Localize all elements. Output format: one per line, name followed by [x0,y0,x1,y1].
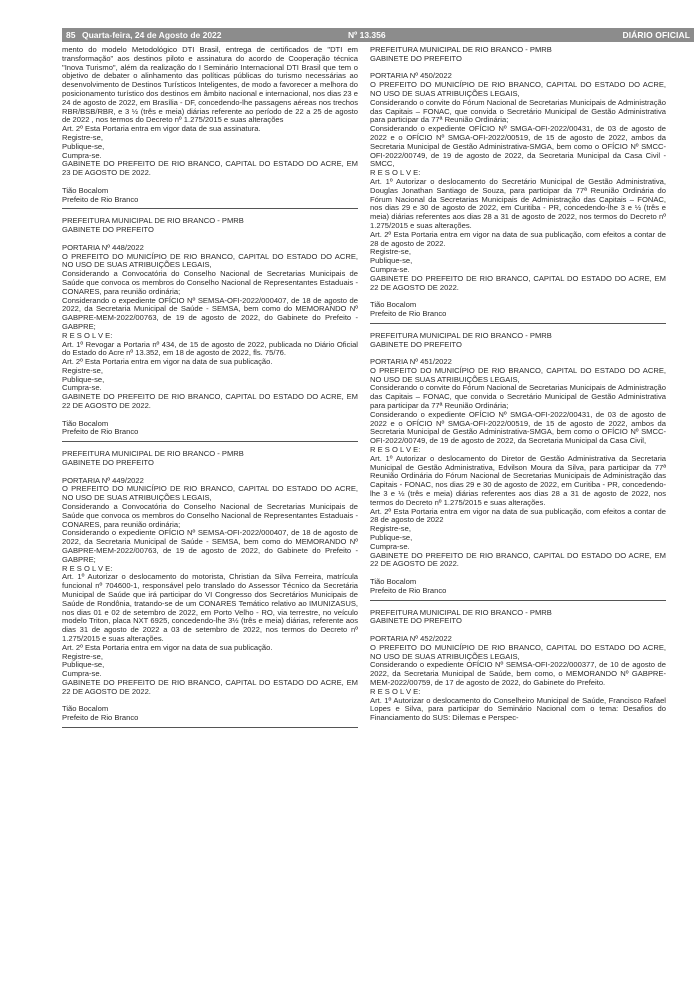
text-paragraph: Prefeito de Rio Branco [62,427,139,437]
text-paragraph: Considerando o expediente OFÍCIO Nº SEMSA-OFI-2022/000377, de 10 de agosto de 2022, da Secretaria Municipal de Saúde, bem como, o MEMORANDO Nº GABPRE-MEM-2022/00759, de 17 de agosto de 2022, do Gabinete do Prefeito. [370,660,666,687]
text-paragraph: Publique-se, [62,141,105,151]
text-paragraph: O PREFEITO DO MUNICÍPIO DE RIO BRANCO, CAPITAL DO ESTADO DO ACRE, NO USO DE SUAS ATRIBUIÇÕES LEGAIS, [62,484,358,503]
text-paragraph: Considerando o expediente OFÍCIO Nº SEMSA-OFI-2022/000407, de 18 de agosto de 2022, da Secretaria Municipal de Saúde - SEMSA, bem como do MEMORANDO Nº GABPRE-MEM-2022/00763, de 19 de agosto de 2022, do Gabinete do Prefeito - GABPRE; [62,295,358,331]
text-paragraph: Considerando a Convocatória do Conselho Nacional de Secretarias Municipais de Saúde que convoca os membros do Conselho Nacional de Representantes Estaduais - CONARES, para reunião ordinária; [62,502,358,529]
text-paragraph: O PREFEITO DO MUNICÍPIO DE RIO BRANCO, CAPITAL DO ESTADO DO ACRE, NO USO DE SUAS ATRIBUIÇÕES LEGAIS, [370,365,666,384]
publication-name: DIÁRIO OFICIAL [622,30,690,40]
text-paragraph: Art. 2º Esta Portaria entra em vigor data de sua assinatura. [62,124,261,134]
page-number: 85 [66,30,76,40]
text-paragraph: Considerando a Convocatória do Conselho Nacional de Secretarias Municipais de Saúde que convoca os membros do Conselho Nacional de Representantes Estaduais - CONARES, para reunião ordinária; [62,269,358,296]
text-paragraph: Tião Bocalom [62,704,109,714]
text-paragraph: PREFEITURA MUNICIPAL DE RIO BRANCO - PMRB [370,330,552,340]
text-paragraph: O PREFEITO DO MUNICÍPIO DE RIO BRANCO, CAPITAL DO ESTADO DO ACRE, NO USO DE SUAS ATRIBUIÇÕES LEGAIS, [62,251,358,270]
text-paragraph: PORTARIA Nº 450/2022 [370,71,452,81]
text-paragraph: Art. 1º Revogar a Portaria nº 434, de 15 de agosto de 2022, publicada no Diário Oficial do Estado do Acre nº 13.352, em 18 de agosto de 2022, fls. 75/76. [62,339,358,358]
section-divider [62,208,358,209]
text-paragraph: Considerando o convite do Fórum Nacional de Secretarias Municipais de Administração das Capitais – FONAC, que convida o Secretário Municipal de Gestão Administrativa para participar da 77ª Reunião Ordinária; [370,383,666,411]
text-paragraph: Publique-se, [370,533,413,543]
text-paragraph: Prefeito de Rio Branco [370,308,447,318]
text-paragraph: PORTARIA Nº 448/2022 [62,242,144,252]
text-paragraph: Tião Bocalom [370,577,417,587]
text-paragraph: Prefeito de Rio Branco [62,713,139,723]
text-paragraph: Considerando o expediente OFÍCIO Nº SMGA-OFI-2022/00431, de 03 de agosto de 2022 e o OFÍCIO Nº SMGA-OFI-2022/00519, de 15 de agosto de 2022, ambos da Secretaria Municipal de Gestão Administrativa-SMGA, bem como o OFÍCIO Nº SMCC-OFI-2022/00749, de 19 de agosto de 2022, da Secretaria Municipal da Casa Civil, [370,409,666,446]
text-paragraph: Art. 1º Autorizar o deslocamento do Conselheiro Municipal de Saúde, Francisco Rafael Lopes e Silva, para participar do Seminário Nacional com o tema: Desafios do Financiamento do SUS: Dilemas e Perspec- [370,695,666,723]
left-column [62,46,358,966]
text-paragraph: Art. 1º Autorizar o deslocamento do motorista, Christian da Silva Ferreira, matrícula funcional nº 704600-1, responsável pelo translado do Assessor Técnico da Secretária Municipal de Saúde que irá participar do VI Congresso dos Secretários Municipais de Saúde de Rondônia, tratando-se de um CONARES Temático relativo ao IMUNIZASUS, nos dias 01 e 02 de setembro de 2022, em Porto Velho - RO, via terrestre, no veículo modelo Triton, placa NXT 6925, concedendo-lhe 3½ (três e meia) diárias, referente aos dias 31 de agosto de 2022 a 03 de setembro de 2022, nos termos do Decreto nº 1.275/2015 e suas alterações. [62,572,358,643]
text-paragraph: R E S O L V E: [62,330,113,340]
section-divider [62,441,358,442]
text-paragraph: Cumpra-se. [370,264,410,274]
text-paragraph: GABINETE DO PREFEITO [370,53,462,63]
text-paragraph: R E S O L V E: [370,445,421,455]
text-paragraph: Art. 2º Esta Portaria entra em vigor na data de sua publicação, com efeitos a contar de 28 de agosto de 2022 [370,506,666,525]
section-divider [62,727,358,728]
text-paragraph: Publique-se, [62,660,105,670]
section-divider [370,600,666,601]
text-paragraph: GABINETE DO PREFEITO DE RIO BRANCO, CAPITAL DO ESTADO DO ACRE, EM 22 DE AGOSTO DE 2022. [370,273,666,292]
text-paragraph: Registre-se, [370,524,411,534]
text-paragraph: Publique-se, [62,374,105,384]
text-paragraph: Cumpra-se. [62,669,102,679]
text-paragraph: GABINETE DO PREFEITO DE RIO BRANCO, CAPITAL DO ESTADO DO ACRE, EM 22 DE AGOSTO DE 2022. [370,550,666,569]
text-paragraph: Art. 1º Autorizar o deslocamento do Secretário Municipal de Gestão Administrativa, Douglas Jonathan Santiago de Souza, para participar da 77ª Reunião Ordinária do Fórum Nacional da Secretarias Municipais de Administração das Capitais – FONAC, nos dias 29 e 30 de agosto de 2022, em Curitiba - PR, concedendo-lhe 3 e ½ (três e meia) diárias referentes aos dias 28 a 31 de agosto de 2022, nos termos do Decreto nº 1.275/2015 e suas alterações. [370,176,666,230]
text-paragraph: PORTARIA Nº 452/2022 [370,634,452,643]
right-column [370,46,666,966]
text-paragraph: R E S O L V E: [370,168,421,178]
text-paragraph: Registre-se, [62,365,103,375]
text-paragraph: Cumpra-se. [62,150,102,160]
text-paragraph: Registre-se, [370,247,411,257]
text-paragraph: GABINETE DO PREFEITO [62,458,154,468]
issue-number: Nº 13.356 [348,30,386,40]
text-paragraph: Tião Bocalom [62,418,109,428]
text-paragraph: O PREFEITO DO MUNICÍPIO DE RIO BRANCO, CAPITAL DO ESTADO DO ACRE, NO USO DE SUAS ATRIBUIÇÕES LEGAIS, [370,80,666,98]
section-divider [370,323,666,324]
text-paragraph: GABINETE DO PREFEITO [370,339,462,349]
text-paragraph: Art. 2º Esta Portaria entra em vigor na data de sua publicação. [62,642,273,652]
text-paragraph: Cumpra-se. [62,383,102,393]
text-paragraph: O PREFEITO DO MUNICÍPIO DE RIO BRANCO, CAPITAL DO ESTADO DO ACRE, NO USO DE SUAS ATRIBUIÇÕES LEGAIS, [370,642,666,661]
text-paragraph: GABINETE DO PREFEITO [62,225,154,235]
text-paragraph: PORTARIA Nº 449/2022 [62,475,144,485]
text-paragraph: PREFEITURA MUNICIPAL DE RIO BRANCO - PMRB [62,216,244,226]
text-paragraph: Tião Bocalom [370,300,417,310]
text-paragraph: GABINETE DO PREFEITO [370,616,462,626]
text-paragraph: Considerando o convite do Fórum Nacional de Secretarias Municipais de Administração das Capitais – FONAC, que convida o Secretário Municipal de Gestão Administrativa para participar da 77ª Reunião Ordinária; [370,97,666,125]
text-paragraph: PREFEITURA MUNICIPAL DE RIO BRANCO - PMRB [370,46,552,54]
text-paragraph: GABINETE DO PREFEITO DE RIO BRANCO, CAPITAL DO ESTADO DO ACRE, EM 23 DE AGOSTO DE 2022. [62,159,358,178]
page-header [62,28,694,42]
text-paragraph: Considerando o expediente OFÍCIO Nº SEMSA-OFI-2022/000407, de 18 de agosto de 2022, da Secretaria Municipal de Saúde - SEMSA, bem como do MEMORANDO Nº GABPRE-MEM-2022/00763, de 19 de agosto de 2022, do Gabinete do Prefeito - GABPRE; [62,528,358,564]
text-paragraph: PORTARIA Nº 451/2022 [370,357,452,367]
text-paragraph: Art. 2º Esta Portaria entra em vigor na data de sua publicação, com efeitos a contar de 28 de agosto de 2022. [370,229,666,248]
text-paragraph: Art. 1º Autorizar o deslocamento do Diretor de Gestão Administrativa da Secretaria Municipal de Gestão Administrativa, Edvilson Moura da Silva, para participar da 77ª Reunião Ordinária do Fórum Nacional de Secretarias Municipais de Administração das Capitais - FONAC, nos dias 29 e 30 de agosto de 2022, em Curitiba - PR, concedendo-lhe 3 e ½ (três e meia) diárias referentes aos dias 28 a 31 de agosto de 2022, nos termos do Decreto nº 1.275/2015 e suas alterações. [370,453,666,507]
issue-date: Quarta-feira, 24 de Agosto de 2022 [82,30,222,40]
text-paragraph: GABINETE DO PREFEITO DE RIO BRANCO, CAPITAL DO ESTADO DO ACRE, EM 22 DE AGOSTO DE 2022. [62,677,358,696]
text-paragraph: Considerando o expediente OFÍCIO Nº SMGA-OFI-2022/00431, de 03 de agosto de 2022 e o OFÍCIO Nº SMGA-OFI-2022/00519, de 15 de agosto de 2022, ambos da Secretaria Municipal de Gestão Administrativa-SMGA, bem como o OFÍCIO Nº SMCC-OFI-2022/00749, de 19 de agosto de 2022, da Secretaria Municipal da Casa Civil - SMCC, [370,124,666,169]
text-paragraph: Cumpra-se. [370,541,410,551]
text-paragraph: Publique-se, [370,256,413,266]
text-paragraph: Prefeito de Rio Branco [62,194,139,204]
text-paragraph: R E S O L V E: [62,563,113,573]
text-paragraph: Tião Bocalom [62,185,109,195]
text-paragraph: Registre-se, [62,132,103,142]
text-paragraph: PREFEITURA MUNICIPAL DE RIO BRANCO - PMRB [370,607,552,617]
text-paragraph: R E S O L V E: [370,686,421,696]
text-paragraph: GABINETE DO PREFEITO DE RIO BRANCO, CAPITAL DO ESTADO DO ACRE, EM 22 DE AGOSTO DE 2022. [62,392,358,411]
text-paragraph: Prefeito de Rio Branco [370,585,447,595]
text-paragraph: PREFEITURA MUNICIPAL DE RIO BRANCO - PMRB [62,449,244,459]
text-paragraph: Art. 2º Esta Portaria entra em vigor na data de sua publicação. [62,357,273,367]
text-paragraph: Registre-se, [62,651,103,661]
text-paragraph: mento do modelo Metodológico DTI Brasil, entrega de certificados de "DTI em transformação" aos destinos piloto e assinatura do acordo de Cooperação técnica "Inova Turismo", além da realização do I Seminário Internacional DTI Brasil que tem o objetivo de debater o alinhamento das políticas públicas do turismo necessárias ao desenvolvimento de Destinos Turísticos Inteligentes, de modo a favorecer a melhora do posicionamento turístico dos destinos em âmbito nacional e internacional, nos dias 23 e 24 de agosto de 2022, em Brasília - DF, concedendo-lhe passagens aéreas nos trechos RBR/BSB/RBR, e 3 ½ (três e meia) diárias referente ao período de 22 a 25 de agosto de 2022 , nos termos do Decreto nº 1.275/2015 e suas alterações [62,46,358,125]
